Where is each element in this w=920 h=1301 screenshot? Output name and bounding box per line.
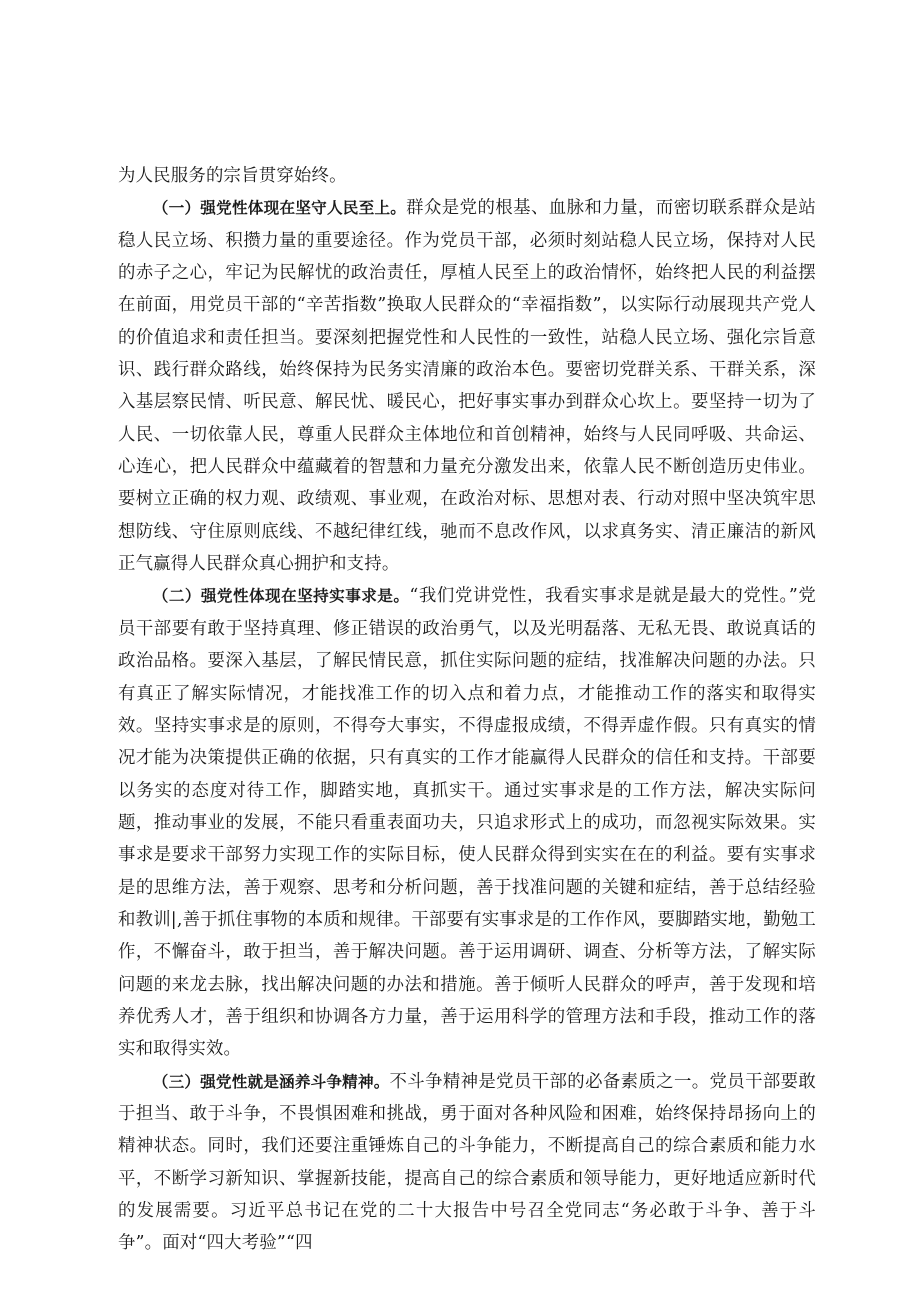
- section-heading-1: （一）强党性体现在坚守人民至上。: [152, 199, 407, 218]
- section-body-1: 群众是党的根基、血脉和力量，而密切联系群众是站稳人民立场、积攒力量的重要途径。作为党员干部，必须时刻站稳人民立场，保持对人民的赤子之心，牢记为民解忧的政治责任，厚植人民至上的政治情怀，始终把人民的利益摆在前面，用党员干部的“辛苦指数”换取人民群众的“幸福指数”，以实际行动展现共产党人的价值追求和责任担当。要深刻把握党性和人民性的一致性，站稳人民立场、强化宗旨意识、践行群众路线，始终保持为民务实清廉的政治本色。要密切党群关系、干群关系，深入基层察民情、听民意、解民忧、暖民心，把好事实事办到群众心坎上。要坚持一切为了人民、一切依靠人民，尊重人民群众主体地位和首创精神，始终与人民同呼吸、共命运、心连心，把人民群众中蕴藏着的智慧和力量充分激发出来，依靠人民不断创造历史伟业。要树立正确的权力观、政绩观、事业观，在政治对标、思想对表、行动对照中坚决筑牢思想防线、守住原则底线、不越纪律红线，驰而不息改作风，以求真务实、清正廉洁的新风正气赢得人民群众真心拥护和支持。: [118, 198, 816, 575]
- section-paragraph-3: [118, 1066, 816, 1260]
- section-paragraph-1: [118, 192, 816, 580]
- section-paragraph-2: [118, 580, 816, 1065]
- section-heading-2: （二）强党性体现在坚持实事求是。: [152, 587, 410, 606]
- section-body-2: “我们党讲党性，我看实事求是就是最大的党性。”党员干部要有敢于坚持真理、修正错误的政治勇气，以及光明磊落、无私无畏、敢说真话的政治品格。要深入基层，了解民情民意，抓住实际问题的症结，找准解决问题的办法。只有真正了解实际情况，才能找准工作的切入点和着力点，才能推动工作的落实和取得实效。坚持实事求是的原则，不得夸大事实，不得虚报成绩，不得弄虚作假。只有真实的情况才能为决策提供正确的依据，只有真实的工作才能赢得人民群众的信任和支持。干部要以务实的态度对待工作，脚踏实地，真抓实干。通过实事求是的工作方法，解决实际问题，推动事业的发展，不能只看重表面功夫，只追求形式上的成功，而忽视实际效果。实事求是要求干部努力实现工作的实际目标，使人民群众得到实实在在的利益。要有实事求是的思维方法，善于观察、思考和分析问题，善于找准问题的关键和症结，善于总结经验和教训|,善于抓住事物的本质和规律。干部要有实事求是的工作作风，要脚踏实地，勤勉工作，不懈奋斗，敢于担当，善于解决问题。善于运用调研、调查、分析等方法，了解实际问题的来龙去脉，找出解决问题的办法和措施。善于倾听人民群众的呼声，善于发现和培养优秀人才，善于组织和协调各方力量，善于运用科学的管理方法和手段，推动工作的落实和取得实效。: [118, 586, 816, 1060]
- document-body: [118, 160, 816, 1260]
- section-body-3: 不斗争精神是党员干部的必备素质之一。党员干部要敢于担当、敢于斗争，不畏惧困难和挑战，勇于面对各种风险和困难，始终保持昂扬向上的精神状态。同时，我们还要注重锤炼自己的斗争能力，不断提高自己的综合素质和能力水平，不断学习新知识、掌握新技能，提高自己的综合素质和领导能力，更好地适应新时代的发展需要。习近平总书记在党的二十大报告中号召全党同志“务必敢于斗争、善于斗争”。面对“四大考验”“四: [118, 1071, 816, 1254]
- intro-line: 为人民服务的宗旨贯穿始终。: [118, 166, 347, 186]
- section-heading-3: （三）强党性就是涵养斗争精神。: [152, 1072, 390, 1091]
